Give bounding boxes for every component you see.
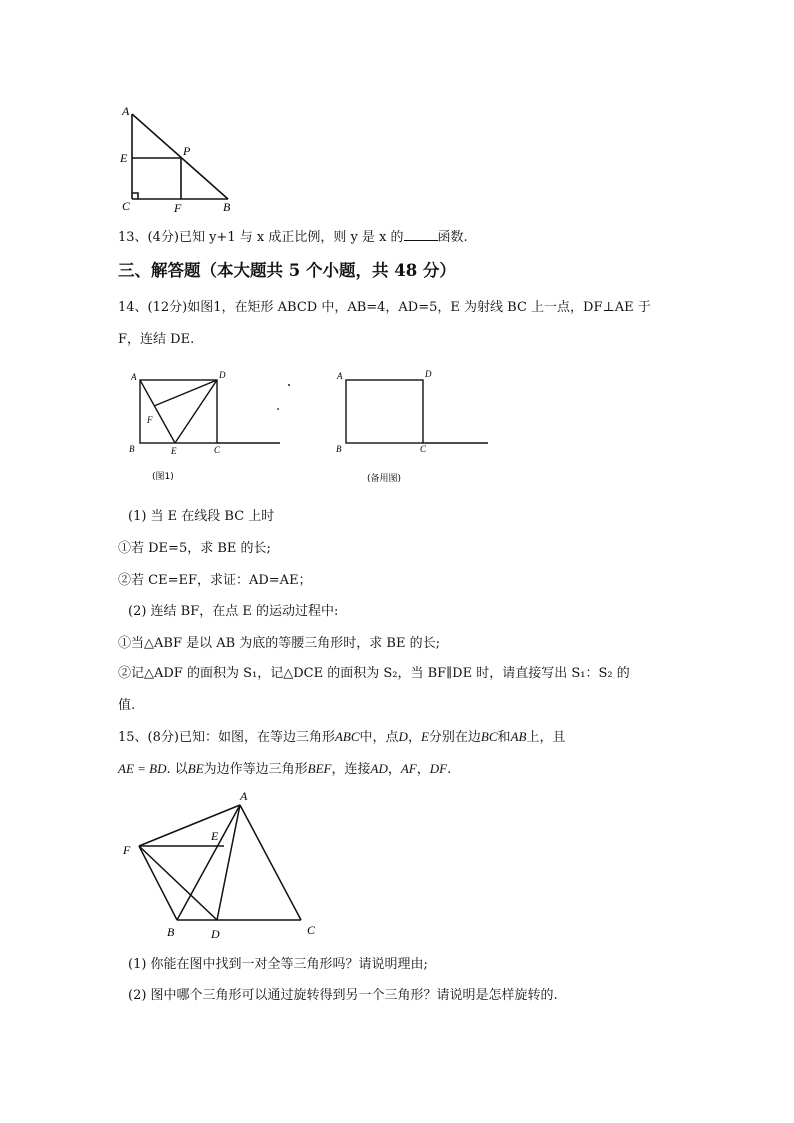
math-AD: AD: [370, 761, 388, 776]
math-BEF: BEF: [307, 761, 332, 776]
figure-right-triangle: [110, 100, 240, 215]
q15-text: ，连接: [331, 762, 371, 777]
q13-text-before: 13、(4分)已知 y+1 与 x 成正比例，则 y 是 x 的: [118, 230, 404, 245]
q15-text: 15、(8分)已知：如图，在等边三角形: [118, 730, 335, 745]
fig1-label-F: F: [147, 415, 153, 425]
math-AE-eq-BD: AE = BD: [118, 761, 167, 776]
math-BE: BE: [187, 761, 204, 776]
q14-part1-a: ①若 DE=5，求 BE 的长;: [118, 541, 271, 556]
scan-dot: [288, 384, 290, 386]
math-AB: AB: [510, 729, 527, 744]
fig1-label-C: C: [214, 445, 221, 455]
q15-text: 和: [497, 730, 511, 745]
q15-text: . 以: [166, 762, 188, 777]
label-P: P: [183, 144, 191, 158]
q15-text: 上，且: [526, 730, 566, 745]
q14-line2: F，连结 DE.: [118, 332, 195, 347]
answer-blank: [404, 227, 438, 241]
q15-part2: (2) 图中哪个三角形可以通过旋转得到另一个三角形？请说明是怎样旋转的.: [128, 988, 558, 1003]
figure-spare-rectangle: [330, 366, 495, 488]
figure-1-rectangle: [125, 366, 285, 488]
q14-part2-b-line1: ②记△ADF 的面积为 S₁，记△DCE 的面积为 S₂，当 BF∥DE 时，请直接写出 S₁：S₂ 的: [118, 666, 630, 681]
spare-label-B: B: [336, 444, 342, 454]
label-C: C: [122, 199, 131, 213]
q15-text: 分别在边: [428, 730, 481, 745]
fig1-caption: (图1): [152, 472, 174, 482]
label-F: F: [174, 201, 182, 215]
q15-text: 为边作等边三角形: [203, 762, 308, 777]
math-ABC: ABC: [334, 729, 360, 744]
math-DF: DF: [429, 761, 448, 776]
math-D: D: [398, 729, 408, 744]
math-AF: AF: [400, 761, 417, 776]
fig1-label-A: A: [131, 372, 137, 382]
fig1-label-E: E: [171, 446, 177, 456]
label-E: E: [120, 151, 128, 165]
q14-line1: 14、(12分)如图1，在矩形 ABCD 中，AB=4，AD=5，E 为射线 BC 上一点，DF⊥AE 于: [118, 300, 651, 315]
scan-dot: [277, 408, 279, 410]
fig1-label-B: B: [129, 444, 135, 454]
fig15-label-B: B: [167, 925, 175, 939]
spare-label-D: D: [425, 369, 432, 379]
q14-part2-a: ①当△ABF 是以 AB 为底的等腰三角形时，求 BE 的长;: [118, 636, 440, 651]
q15-text: ，: [387, 762, 401, 777]
spare-caption: (备用图): [367, 474, 402, 484]
label-B: B: [223, 200, 231, 214]
math-BC: BC: [480, 729, 498, 744]
q15-part1: (1) 你能在图中找到一对全等三角形吗？请说明理由;: [128, 957, 428, 972]
q14-part2-title: (2) 连结 BF，在点 E 的运动过程中:: [128, 604, 339, 619]
label-A: A: [122, 104, 130, 118]
fig15-label-C: C: [307, 923, 316, 937]
q14-part1-title: (1) 当 E 在线段 BC 上时: [128, 509, 275, 524]
q14-part2-b-line2: 值.: [118, 698, 136, 713]
fig15-label-D: D: [211, 927, 220, 940]
fig15-label-E: E: [211, 829, 219, 843]
q14-part1-b: ②若 CE=EF，求证：AD=AE；: [118, 573, 312, 588]
q15-text: .: [447, 762, 452, 777]
fig15-label-F: F: [123, 843, 131, 857]
q15-line2: [118, 760, 451, 779]
q15-text: ，: [407, 730, 421, 745]
math-E: E: [420, 729, 429, 744]
spare-label-A: A: [337, 371, 343, 381]
spare-label-C: C: [420, 444, 427, 454]
question-13: [118, 227, 468, 247]
section-title: 三、解答题（本大题共 5 个小题，共 48 分）: [118, 261, 456, 280]
q15-text: 中，点: [359, 730, 399, 745]
figure-15-triangles: [115, 788, 330, 940]
fig1-label-D: D: [219, 370, 226, 380]
q13-text-after: 函数.: [437, 230, 468, 245]
q15-text: ，: [416, 762, 430, 777]
fig15-label-A: A: [240, 789, 248, 803]
q15-line1: [118, 728, 565, 747]
